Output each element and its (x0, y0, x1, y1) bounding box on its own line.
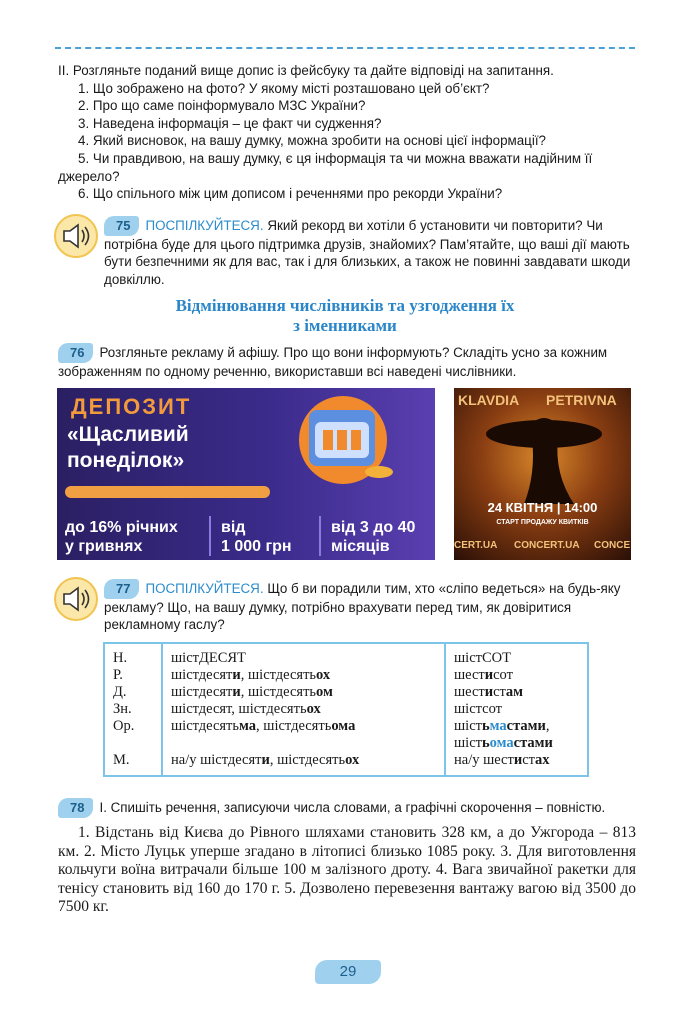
form-row: шістдесяти, шістдесятьох (171, 667, 331, 683)
question-item: 3. Наведена інформація – це факт чи судження? (78, 115, 382, 131)
case-label: М. (113, 752, 130, 768)
form-row: на/у шестистах (454, 752, 550, 768)
speaker-icon (54, 577, 98, 621)
form-row (171, 735, 436, 752)
exercise-75 (104, 216, 636, 288)
ad-condition-line: від 3 до 40 (331, 519, 416, 536)
case-label: Ор. (113, 718, 135, 734)
ad-condition (65, 518, 178, 556)
exercise-label: ПОСПІЛКУЙТЕСЯ. (145, 218, 264, 233)
poster-name: KLAVDIA (458, 392, 520, 408)
case-column (104, 643, 162, 776)
form-row: шістсот (454, 701, 502, 717)
form-row: шістдесяти, шістдесятьом (171, 684, 333, 700)
top-divider (55, 47, 635, 49)
ad-title: ДЕПОЗИТ (71, 394, 192, 419)
exercise-78-text: 1. Відстань від Києва до Рівного шляхами становить 328 км, а до Ужгорода – 813 км. 2. Місто Луцьк уперше згадано в літописі близько 1085 року. 3. Для виготовлення кольчуги воїна витрачали більше 100 м залізного дроту. 4. Вага звичайної ракетки для тенісу становить від 160 до 170 г. 5. Дозволено перевезення вантажу вагою від 3500 до 7500 кг. (58, 824, 636, 916)
page-number: 29 (315, 960, 381, 984)
section-title-line: з іменниками (293, 316, 397, 335)
exercise-task: I. Спишіть речення, записуючи числа словами, а графічні скорочення – повністю. (99, 800, 606, 815)
exercise-text: Що б ви порадили тим, хто «сліпо ведеться» на будь-яку рекламу? Що, на вашу думку, потрібно врахувати перед тим, як довіритися рекламному гаслу? (104, 581, 621, 633)
ad-condition-line: до 16% річних (65, 519, 178, 536)
exercise-77 (104, 579, 636, 634)
exercise-78 (58, 798, 636, 818)
case-label: Зн. (113, 701, 132, 717)
form-row: шістьмастами, (454, 718, 550, 734)
exercise-number: 75 (104, 216, 139, 236)
case-label: Д. (113, 684, 127, 700)
case-label: Н. (113, 650, 128, 666)
exercise-text: Який рекорд ви хотіли б установити чи повторити? Чи потрібна буде для цього підтримка друзів, знайомих? Пам’ятайте, що ваші дії мають бути безпечними як для вас, так і для близьких, а також не повинні завдавати шкоди довкіллю. (104, 218, 631, 287)
exercise-number: 77 (104, 579, 139, 599)
form-row: шістьомастами (454, 735, 553, 751)
form-row: шістСОТ (454, 650, 511, 666)
question-item: 5. Чи правдивою, на вашу думку, є ця інформація та чи можна вважати надійним її джерело? (58, 150, 593, 184)
ad-decoration-bar (65, 486, 270, 498)
deposit-ad-image (57, 388, 435, 560)
poster-sale: СТАРТ ПРОДАЖУ КВИТКІВ (496, 519, 589, 526)
poster-site: CONCE (594, 540, 631, 551)
section-title (55, 296, 635, 336)
ad-slogan-line: понеділок» (67, 449, 185, 472)
poster-date: 24 КВІТНЯ | 14:00 (487, 500, 598, 515)
poster-site: CONCERT.UA (514, 540, 580, 551)
ad-condition-line: місяців (331, 538, 390, 555)
concert-poster-image (454, 388, 631, 560)
exercise-text: Розгляньте рекламу й афішу. Про що вони інформують? Складіть усно за кожним зображенням по одному реченню, використавши всі наведені числівники. (58, 345, 608, 379)
ad-slogan (67, 422, 189, 474)
question-item: 1. Що зображено на фото? У якому місті розташовано цей об’єкт? (78, 80, 490, 96)
question-item: 2. Про що саме поінформувало МЗС України? (78, 98, 366, 114)
declension-table (103, 642, 589, 777)
questions-block (58, 62, 636, 203)
ad-condition (331, 518, 415, 556)
ad-slogan-line: «Щасливий (67, 423, 189, 446)
form-row: шестисот (454, 667, 513, 683)
exercise-number: 76 (58, 343, 93, 363)
question-item: 6. Що спільного між цим дописом і реченнями про рекорди України? (78, 186, 503, 202)
questions-intro: II. Розгляньте поданий вище допис із фейсбуку та дайте відповіді на запитання. (58, 63, 554, 78)
form-row: шістДЕСЯТ (171, 650, 246, 666)
poster-name: PETRIVNA (546, 392, 617, 408)
section-title-line: Відмінювання числівників та узгодження їх (175, 296, 515, 315)
six-hundred-column (445, 643, 588, 776)
ad-separator (319, 516, 321, 556)
case-label: Р. (113, 667, 123, 683)
form-row: шестистам (454, 684, 524, 700)
calendar-illustration (289, 392, 397, 484)
form-row: шістдесят, шістдесятьох (171, 701, 321, 717)
ad-condition (221, 518, 292, 556)
ad-separator (209, 516, 211, 556)
ad-condition-line: 1 000 грн (221, 538, 292, 555)
silhouette-illustration (484, 404, 604, 504)
sixty-column (162, 643, 445, 776)
exercise-label: ПОСПІЛКУЙТЕСЯ. (145, 581, 264, 596)
ad-condition-line: від (221, 519, 246, 536)
ad-condition-line: у гривнях (65, 538, 143, 555)
form-row: шістдесятьма, шістдесятьома (171, 718, 356, 734)
case-label (113, 735, 153, 752)
exercise-number: 78 (58, 798, 93, 818)
question-item: 4. Який висновок, на вашу думку, можна зробити на основі цієї інформації? (78, 133, 546, 149)
form-row: на/у шістдесяти, шістдесятьох (171, 752, 360, 768)
speaker-icon (54, 214, 98, 258)
exercise-76 (58, 343, 636, 380)
poster-site: CERT.UA (454, 540, 498, 551)
